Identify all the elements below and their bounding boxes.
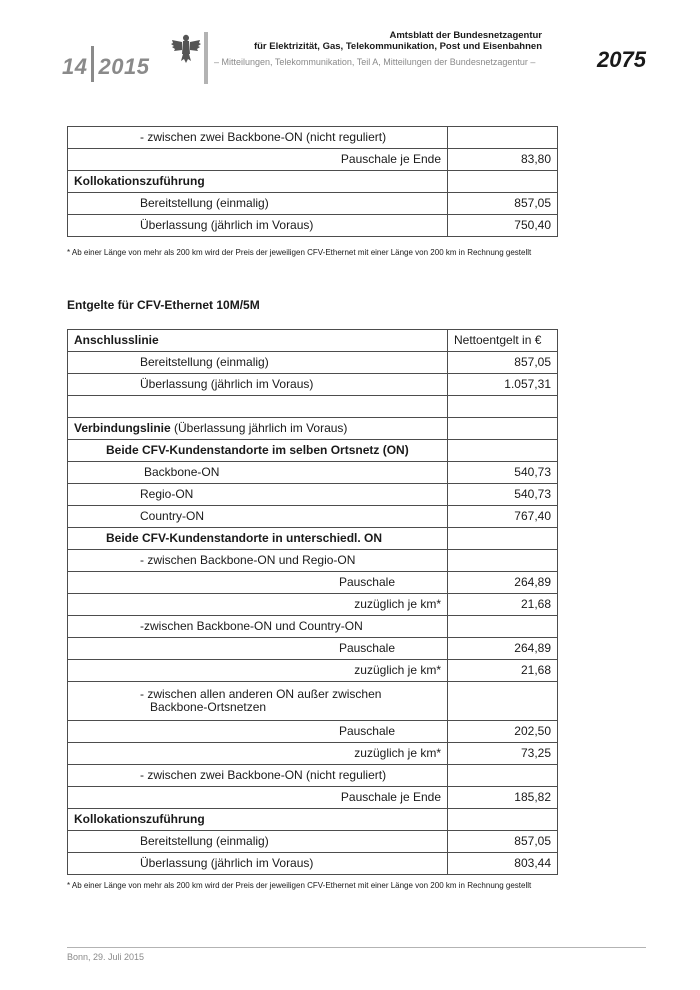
journal-subtitle: – Mitteilungen, Telekommunikation, Teil A, Mitteilungen der Bundesnetzagentur – <box>214 57 536 67</box>
row-value <box>448 418 558 440</box>
row-label: Überlassung (jährlich im Voraus) <box>68 853 448 875</box>
issue-number: 14 <box>62 54 88 79</box>
table-row <box>68 787 558 809</box>
row-label-bold: Verbindungslinie <box>74 421 171 435</box>
row-label: Pauschale je Ende <box>68 787 448 809</box>
table-row <box>68 352 558 374</box>
footer-place-date: Bonn, 29. Juli 2015 <box>67 952 145 962</box>
table-row <box>68 809 558 831</box>
row-label: Überlassung (jährlich im Voraus) <box>68 374 448 396</box>
row-value <box>448 396 558 418</box>
table-row <box>68 682 558 721</box>
row-label: zuzüglich je km* <box>68 660 448 682</box>
row-label: Beide CFV-Kundenstandorte in unterschiedl. ON <box>68 528 448 550</box>
price-table-continued <box>67 126 558 237</box>
row-value <box>448 616 558 638</box>
row-label: Bereitstellung (einmalig) <box>68 831 448 853</box>
table-row <box>68 127 558 149</box>
header-label: Anschlusslinie <box>68 330 448 352</box>
page-number: 2075 <box>597 47 646 72</box>
table-row <box>68 550 558 572</box>
row-value <box>448 528 558 550</box>
row-value <box>448 682 558 721</box>
table-row <box>68 418 558 440</box>
row-value: 21,68 <box>448 594 558 616</box>
row-label-suffix: (Überlassung jährlich im Voraus) <box>170 421 348 435</box>
footnote: * Ab einer Länge von mehr als 200 km wird der Preis der jeweiligen CFV-Ethernet mit einer Länge von 200 km in Rechnung gestellt <box>67 881 532 890</box>
row-label: - zwischen Backbone-ON und Regio-ON <box>68 550 448 572</box>
table-row <box>68 594 558 616</box>
table-row <box>68 215 558 237</box>
row-label-line-2: Backbone-Ortsnetzen <box>150 700 267 714</box>
row-value: 1.057,31 <box>448 374 558 396</box>
table-row <box>68 528 558 550</box>
table-row <box>68 743 558 765</box>
row-label <box>68 418 448 440</box>
row-label: Bereitstellung (einmalig) <box>68 352 448 374</box>
row-value: 803,44 <box>448 853 558 875</box>
row-value: 857,05 <box>448 831 558 853</box>
table-row <box>68 853 558 875</box>
row-label: Pauschale <box>68 572 448 594</box>
row-value: 264,89 <box>448 572 558 594</box>
row-label: zuzüglich je km* <box>68 743 448 765</box>
row-value <box>448 127 558 149</box>
federal-eagle-icon <box>170 32 202 66</box>
table-row <box>68 831 558 853</box>
row-value: 264,89 <box>448 638 558 660</box>
journal-title <box>214 30 542 52</box>
row-label: Pauschale <box>68 721 448 743</box>
header-value: Nettoentgelt in € <box>448 330 558 352</box>
row-value: 21,68 <box>448 660 558 682</box>
price-table <box>67 329 558 875</box>
issue-divider <box>91 46 94 82</box>
table-row <box>68 721 558 743</box>
row-label: - zwischen zwei Backbone-ON (nicht reguliert) <box>68 127 448 149</box>
row-value: 202,50 <box>448 721 558 743</box>
row-label: - zwischen zwei Backbone-ON (nicht reguliert) <box>68 765 448 787</box>
footnote: * Ab einer Länge von mehr als 200 km wird der Preis der jeweiligen CFV-Ethernet mit einer Länge von 200 km in Rechnung gestellt <box>67 248 532 257</box>
table-row <box>68 765 558 787</box>
table-row <box>68 572 558 594</box>
row-value: 185,82 <box>448 787 558 809</box>
table-row <box>68 638 558 660</box>
footer-divider <box>67 947 646 948</box>
row-value: 540,73 <box>448 462 558 484</box>
row-label: Backbone-ON <box>68 462 448 484</box>
table-row <box>68 462 558 484</box>
table-row <box>68 396 558 418</box>
row-label: Kollokationszuführung <box>68 171 448 193</box>
section-title: Entgelte für CFV-Ethernet 10M/5M <box>67 298 260 312</box>
row-value: 767,40 <box>448 506 558 528</box>
row-value <box>448 171 558 193</box>
row-label: Pauschale <box>68 638 448 660</box>
row-value <box>448 550 558 572</box>
row-value <box>448 440 558 462</box>
row-value: 857,05 <box>448 193 558 215</box>
row-value: 83,80 <box>448 149 558 171</box>
row-label <box>68 396 448 418</box>
table-row <box>68 193 558 215</box>
row-label: Beide CFV-Kundenstandorte im selben Ortsnetz (ON) <box>68 440 448 462</box>
issue-label <box>62 46 149 82</box>
table-row <box>68 149 558 171</box>
row-label: zuzüglich je km* <box>68 594 448 616</box>
row-value <box>448 809 558 831</box>
issue-year: 2015 <box>98 54 150 79</box>
table-header-row <box>68 330 558 352</box>
table-row <box>68 660 558 682</box>
row-label: Kollokationszuführung <box>68 809 448 831</box>
row-label: Regio-ON <box>68 484 448 506</box>
row-label: Pauschale je Ende <box>68 149 448 171</box>
row-value: 73,25 <box>448 743 558 765</box>
row-label: Überlassung (jährlich im Voraus) <box>68 215 448 237</box>
table-row <box>68 616 558 638</box>
table-row <box>68 171 558 193</box>
row-label: -zwischen Backbone-ON und Country-ON <box>68 616 448 638</box>
row-label <box>68 682 448 721</box>
row-value: 857,05 <box>448 352 558 374</box>
journal-title-line-2: für Elektrizität, Gas, Telekommunikation, Post und Eisenbahnen <box>253 41 542 52</box>
header-divider <box>204 32 208 84</box>
row-value <box>448 765 558 787</box>
row-label: Country-ON <box>68 506 448 528</box>
table-row <box>68 484 558 506</box>
row-label-line-1: - zwischen allen anderen ON außer zwischen <box>140 687 382 701</box>
row-value: 540,73 <box>448 484 558 506</box>
table-row <box>68 440 558 462</box>
journal-title-line-1: Amtsblatt der Bundesnetzagentur <box>389 30 542 41</box>
row-value: 750,40 <box>448 215 558 237</box>
table-row <box>68 506 558 528</box>
row-label: Bereitstellung (einmalig) <box>68 193 448 215</box>
table-row <box>68 374 558 396</box>
